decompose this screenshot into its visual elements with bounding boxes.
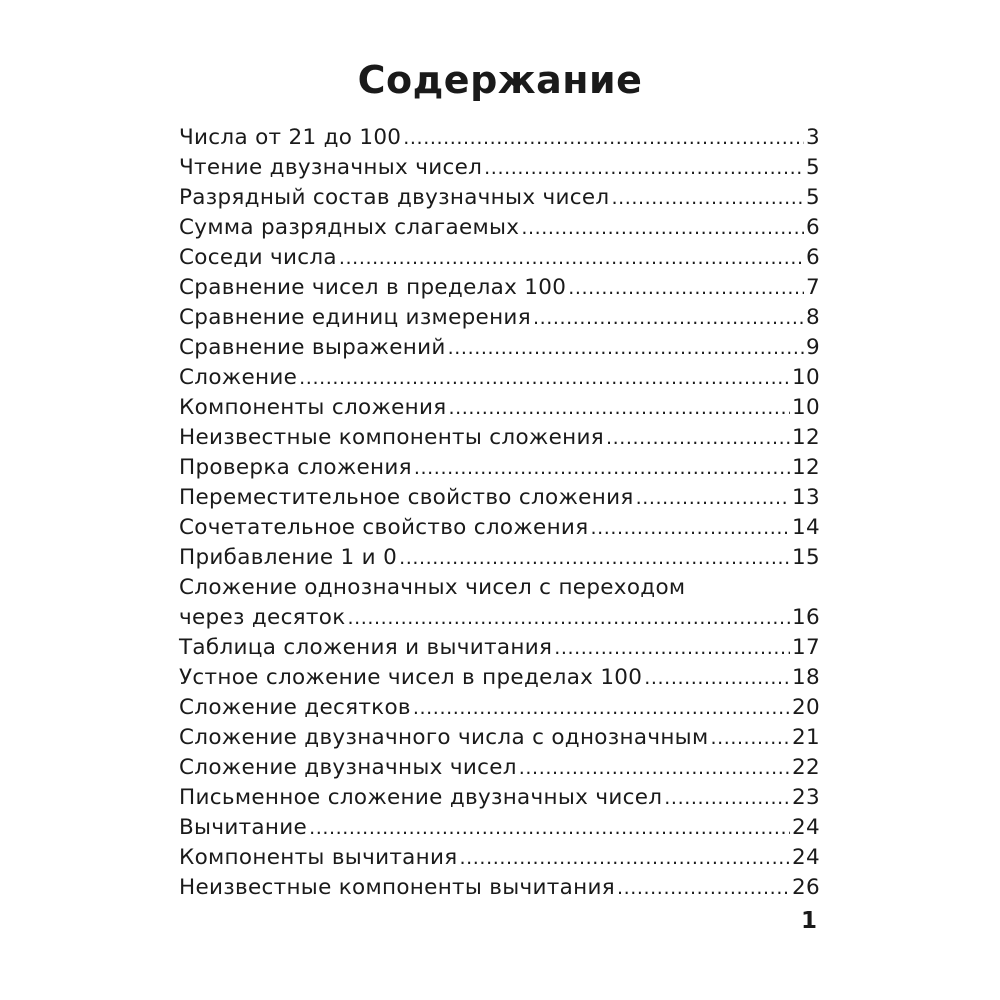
toc-entry[interactable] — [179, 723, 820, 753]
toc-dot-leader — [568, 273, 804, 303]
toc-dot-leader — [521, 213, 804, 243]
toc-dot-leader — [484, 153, 804, 183]
toc-entry-title: Устное сложение чисел в пределах 100 — [179, 665, 643, 690]
toc-entry[interactable] — [179, 273, 820, 303]
page-title: Содержание — [357, 58, 643, 102]
toc-entry-page: 3 — [806, 125, 820, 150]
toc-entry[interactable] — [179, 783, 820, 813]
toc-entry[interactable] — [179, 603, 820, 633]
toc-entry-page: 6 — [806, 245, 820, 270]
toc-entry[interactable] — [179, 393, 820, 423]
toc-entry[interactable] — [179, 813, 820, 843]
toc-entry[interactable] — [179, 633, 820, 663]
toc-entry[interactable] — [179, 873, 820, 903]
toc-entry-page: 13 — [792, 485, 820, 510]
toc-entry[interactable] — [179, 303, 820, 333]
toc-entry[interactable] — [179, 423, 820, 453]
toc-entry-page: 23 — [792, 785, 820, 810]
toc-entry[interactable] — [179, 363, 820, 393]
toc-entry-page: 10 — [792, 395, 820, 420]
toc-entry-title: Числа от 21 до 100 — [179, 125, 402, 150]
toc-entry-page: 16 — [792, 605, 820, 630]
toc-entry[interactable] — [179, 123, 820, 153]
toc-entry[interactable] — [179, 453, 820, 483]
toc-dot-leader — [617, 873, 790, 903]
toc-entry[interactable] — [179, 753, 820, 783]
toc-entry[interactable] — [179, 243, 820, 273]
toc-entry[interactable] — [179, 693, 820, 723]
toc-entry-title: Компоненты сложения — [179, 395, 447, 420]
toc-dot-leader — [519, 753, 790, 783]
toc-entry-title: Чтение двузначных чисел — [179, 155, 483, 180]
toc-entry-title: Таблица сложения и вычитания — [179, 635, 553, 660]
toc-entry-title: Сравнение единиц измерения — [179, 305, 531, 330]
toc-entry-title: Компоненты вычитания — [179, 845, 458, 870]
toc-entry-title: Неизвестные компоненты вычитания — [179, 875, 615, 900]
toc-entry-title: Сложение двузначного числа с однозначным — [179, 725, 709, 750]
toc-entry-page: 9 — [806, 335, 820, 360]
toc-entry[interactable] — [179, 213, 820, 243]
toc-entry-page: 24 — [792, 815, 820, 840]
toc-entry-title: Разрядный состав двузначных чисел — [179, 185, 610, 210]
toc-entry[interactable] — [179, 513, 820, 543]
toc-entry-page: 22 — [792, 755, 820, 780]
toc-dot-leader — [606, 423, 790, 453]
toc-entry-page: 21 — [792, 725, 820, 750]
toc-entry-page: 8 — [806, 305, 820, 330]
toc-dot-leader — [644, 663, 790, 693]
toc-entry-page: 26 — [792, 875, 820, 900]
toc-entry[interactable] — [179, 333, 820, 363]
table-of-contents — [179, 123, 820, 903]
toc-entry-page: 12 — [792, 455, 820, 480]
toc-entry-title: Соседи числа — [179, 245, 337, 270]
toc-entry-title: Вычитание — [179, 815, 308, 840]
toc-entry-page: 12 — [792, 425, 820, 450]
toc-entry-page: 5 — [806, 155, 820, 180]
toc-dot-leader — [403, 123, 804, 153]
toc-dot-leader — [399, 543, 790, 573]
toc-entry-title: Письменное сложение двузначных чисел — [179, 785, 663, 810]
toc-dot-leader — [710, 723, 790, 753]
toc-dot-leader — [611, 183, 804, 213]
toc-entry-page: 18 — [792, 665, 820, 690]
toc-dot-leader — [636, 483, 790, 513]
toc-entry-title: Сложение однозначных чисел с переходом — [179, 575, 686, 600]
toc-dot-leader — [414, 453, 790, 483]
toc-dot-leader — [590, 513, 790, 543]
toc-dot-leader — [664, 783, 790, 813]
toc-entry-page: 15 — [792, 545, 820, 570]
toc-entry-page: 7 — [806, 275, 820, 300]
toc-dot-leader — [448, 333, 804, 363]
toc-entry-title: Проверка сложения — [179, 455, 412, 480]
toc-dot-leader — [339, 243, 804, 273]
toc-entry-title: Прибавление 1 и 0 — [179, 545, 398, 570]
toc-dot-leader — [347, 603, 790, 633]
toc-entry-title: Сумма разрядных слагаемых — [179, 215, 520, 240]
toc-entry[interactable] — [179, 153, 820, 183]
toc-entry-page: 24 — [792, 845, 820, 870]
toc-entry[interactable] — [179, 543, 820, 573]
toc-dot-leader — [533, 303, 804, 333]
toc-dot-leader — [413, 693, 790, 723]
toc-entry-title: через десяток — [179, 605, 346, 630]
toc-dot-leader — [554, 633, 790, 663]
toc-dot-leader — [460, 843, 791, 873]
toc-entry-title: Сложение двузначных чисел — [179, 755, 517, 780]
toc-entry-title: Неизвестные компоненты сложения — [179, 425, 604, 450]
toc-entry-title: Сложение десятков — [179, 695, 411, 720]
toc-entry[interactable] — [179, 483, 820, 513]
toc-entry-title: Сравнение чисел в пределах 100 — [179, 275, 567, 300]
toc-entry-title: Сочетательное свойство сложения — [179, 515, 589, 540]
toc-entry[interactable] — [179, 843, 820, 873]
toc-entry-page: 20 — [792, 695, 820, 720]
toc-entry-page: 5 — [806, 185, 820, 210]
toc-dot-leader — [449, 393, 791, 423]
toc-entry-title: Сложение — [179, 365, 298, 390]
toc-dot-leader — [299, 363, 790, 393]
toc-entry-page: 10 — [792, 365, 820, 390]
toc-entry[interactable] — [179, 183, 820, 213]
toc-entry[interactable] — [179, 663, 820, 693]
toc-entry-page: 17 — [792, 635, 820, 660]
page-number: 1 — [800, 908, 817, 934]
toc-entry-title: Сравнение выражений — [179, 335, 446, 360]
toc-entry-page: 14 — [792, 515, 820, 540]
toc-entry-title: Переместительное свойство сложения — [179, 485, 634, 510]
toc-entry-page: 6 — [806, 215, 820, 240]
toc-dot-leader — [309, 813, 790, 843]
